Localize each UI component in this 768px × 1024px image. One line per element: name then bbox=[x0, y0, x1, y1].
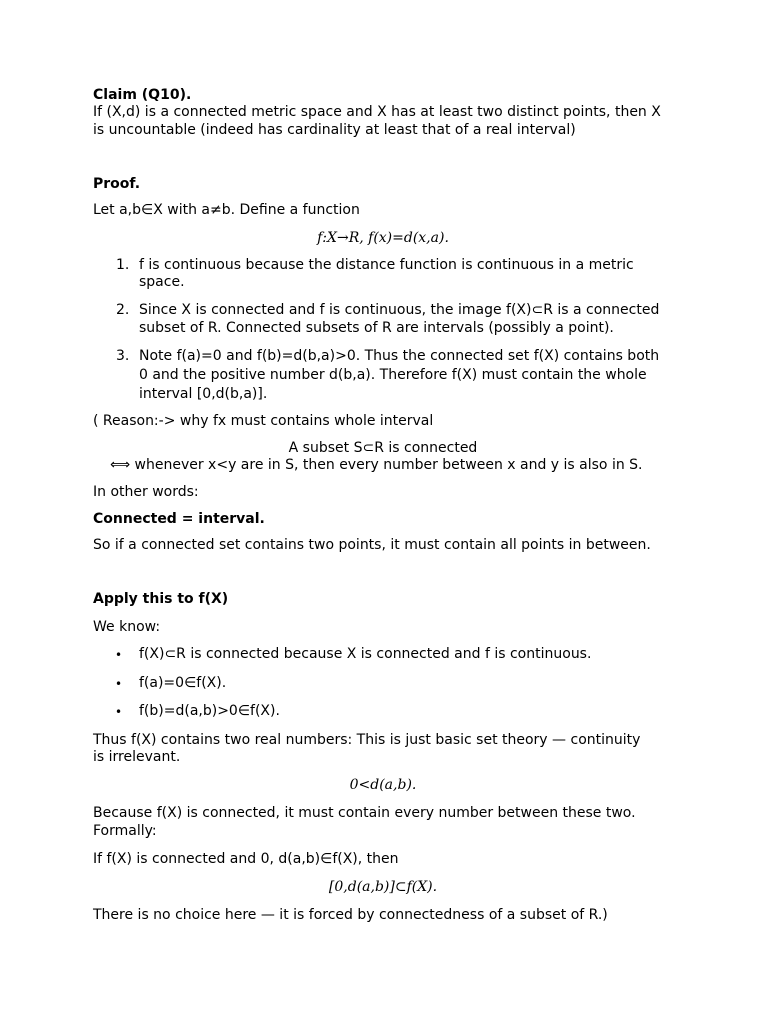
step-text: Since X is connected and f is continuous, the image f(X)⊂R is a connected bbox=[139, 302, 660, 318]
connected-definition-line-2: ⟺ whenever x<y are in S, then every number between x and y is also in S. bbox=[110, 457, 643, 473]
bullet-icon: • bbox=[115, 705, 123, 719]
proof-heading: Proof. bbox=[93, 176, 141, 192]
bullet-icon: • bbox=[115, 648, 123, 662]
interval-inclusion: [0,d(a,b)]⊂f(X). bbox=[328, 879, 438, 895]
step-number: 2. bbox=[116, 302, 130, 318]
function-definition: f:X→R, f(x)=d(x,a). bbox=[317, 230, 449, 246]
list-item: f(a)=0∈f(X). bbox=[139, 675, 227, 691]
step-text: 0 and the positive number d(b,a). Therefore f(X) must contain the whole bbox=[139, 367, 647, 383]
list-item: f(X)⊂R is connected because X is connected and f is continuous. bbox=[139, 646, 592, 662]
apply-heading: Apply this to f(X) bbox=[93, 591, 229, 607]
step-text: subset of R. Connected subsets of R are intervals (possibly a point). bbox=[139, 320, 614, 336]
connected-equals-interval: Connected = interval. bbox=[93, 511, 265, 527]
step-text: interval [0,d(b,a)]. bbox=[139, 386, 268, 402]
step-number: 3. bbox=[116, 348, 130, 364]
claim-title: Claim (Q10). bbox=[93, 87, 192, 103]
thus-line-2: is irrelevant. bbox=[93, 749, 181, 765]
because-line-1: Because f(X) is connected, it must contain every number between these two. bbox=[93, 805, 636, 821]
claim-line-1: If (X,d) is a connected metric space and X has at least two distinct points, then X bbox=[93, 104, 661, 120]
connected-definition-line-1: A subset S⊂R is connected bbox=[288, 440, 478, 456]
in-other-words: In other words: bbox=[93, 484, 199, 500]
we-know: We know: bbox=[93, 619, 161, 635]
list-item: f(b)=d(a,b)>0∈f(X). bbox=[139, 703, 280, 719]
step-text: Note f(a)=0 and f(b)=d(b,a)>0. Thus the connected set f(X) contains both bbox=[139, 348, 660, 364]
formal-statement: If f(X) is connected and 0, d(a,b)∈f(X), then bbox=[93, 851, 399, 867]
final-remark: There is no choice here — it is forced by connectedness of a subset of R.) bbox=[93, 907, 608, 923]
step-text: space. bbox=[139, 274, 185, 290]
claim-line-2: is uncountable (indeed has cardinality at least that of a real interval) bbox=[93, 122, 576, 138]
step-number: 1. bbox=[116, 257, 130, 273]
bullet-icon: • bbox=[115, 677, 123, 691]
thus-line-1: Thus f(X) contains two real numbers: This is just basic set theory — continuity bbox=[93, 732, 641, 748]
because-line-2: Formally: bbox=[93, 823, 157, 839]
step-text: f is continuous because the distance function is continuous in a metric bbox=[139, 257, 634, 273]
proof-intro: Let a,b∈X with a≠b. Define a function bbox=[93, 202, 360, 218]
reason-intro: ( Reason:-> why fx must contains whole interval bbox=[93, 413, 434, 429]
reason-conclusion: So if a connected set contains two points, it must contain all points in between. bbox=[93, 537, 651, 553]
inequality: 0<d(a,b). bbox=[349, 777, 417, 793]
